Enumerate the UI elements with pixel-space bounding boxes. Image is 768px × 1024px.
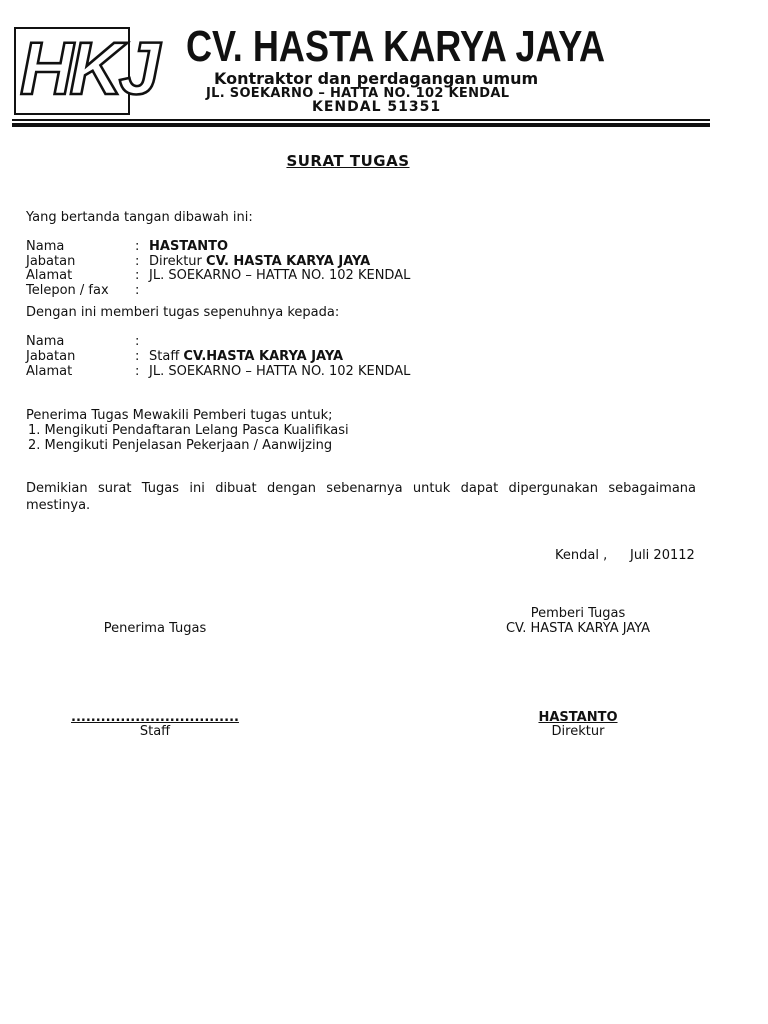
signer-nama-label: Nama	[26, 239, 65, 254]
signer-jabatan-prefix: Direktur	[149, 254, 207, 269]
receiver-heading: Penerima Tugas	[103, 621, 207, 636]
colon: :	[135, 349, 140, 364]
signer-nama-value: HASTANTO	[149, 239, 229, 254]
signer-jabatan-value	[149, 254, 370, 269]
assignee-alamat-value: JL. SOEKARNO – HATTA NO. 102 KENDAL	[149, 364, 411, 379]
document-title: SURAT TUGAS	[286, 152, 410, 170]
assignee-jabatan-label: Jabatan	[26, 349, 76, 364]
date-value: Juli 20112	[630, 548, 695, 563]
colon: :	[135, 364, 140, 379]
company-street: JL. SOEKARNO – HATTA NO. 102 KENDAL	[206, 86, 510, 101]
assignee-jabatan-prefix: Staff	[149, 349, 184, 364]
signer-alamat-label: Alamat	[26, 268, 73, 283]
task-item: 1. Mengikuti Pendaftaran Lelang Pasca Kualifikasi	[28, 423, 349, 438]
signer-jabatan-label: Jabatan	[26, 254, 76, 269]
closing-paragraph: Demikian surat Tugas ini dibuat dengan sebenarnya untuk dapat dipergunakan sebagaimana mestinya.	[26, 481, 696, 513]
assignee-jabatan-company: CV.HASTA KARYA JAYA	[183, 349, 344, 364]
assignee-nama-label: Nama	[26, 334, 65, 349]
colon: :	[135, 239, 140, 254]
assignee-jabatan-value	[149, 349, 343, 364]
company-tagline: Kontraktor dan perdagangan umum	[214, 69, 539, 88]
receiver-name: ..................................	[71, 710, 239, 725]
date-place: Kendal ,	[555, 548, 608, 563]
company-city: KENDAL 51351	[312, 99, 442, 115]
giver-name: HASTANTO	[538, 710, 618, 725]
letterhead-divider-thin	[12, 119, 710, 121]
colon: :	[135, 254, 140, 269]
intro-text: Yang bertanda tangan dibawah ini:	[26, 210, 253, 225]
company-logo: HKJ	[20, 27, 157, 110]
colon: :	[135, 334, 140, 349]
tasks-intro: Penerima Tugas Mewakili Pemberi tugas untuk;	[26, 408, 333, 423]
giver-company: CV. HASTA KARYA JAYA	[505, 621, 651, 636]
letterhead-divider-thick	[12, 123, 710, 127]
company-name: CV. HASTA KARYA JAYA	[186, 22, 606, 71]
assignment-intro: Dengan ini memberi tugas sepenuhnya kepada:	[26, 305, 340, 320]
receiver-position: Staff	[139, 724, 171, 739]
colon: :	[135, 268, 140, 283]
assignee-alamat-label: Alamat	[26, 364, 73, 379]
signer-jabatan-company: CV. HASTA KARYA JAYA	[206, 254, 371, 269]
signer-alamat-value: JL. SOEKARNO – HATTA NO. 102 KENDAL	[149, 268, 411, 283]
giver-heading: Pemberi Tugas	[530, 606, 626, 621]
task-item: 2. Mengikuti Penjelasan Pekerjaan / Aanwijzing	[28, 438, 333, 453]
giver-position: Direktur	[551, 724, 605, 739]
signer-telepon-label: Telepon / fax	[26, 283, 109, 298]
colon: :	[135, 283, 140, 298]
